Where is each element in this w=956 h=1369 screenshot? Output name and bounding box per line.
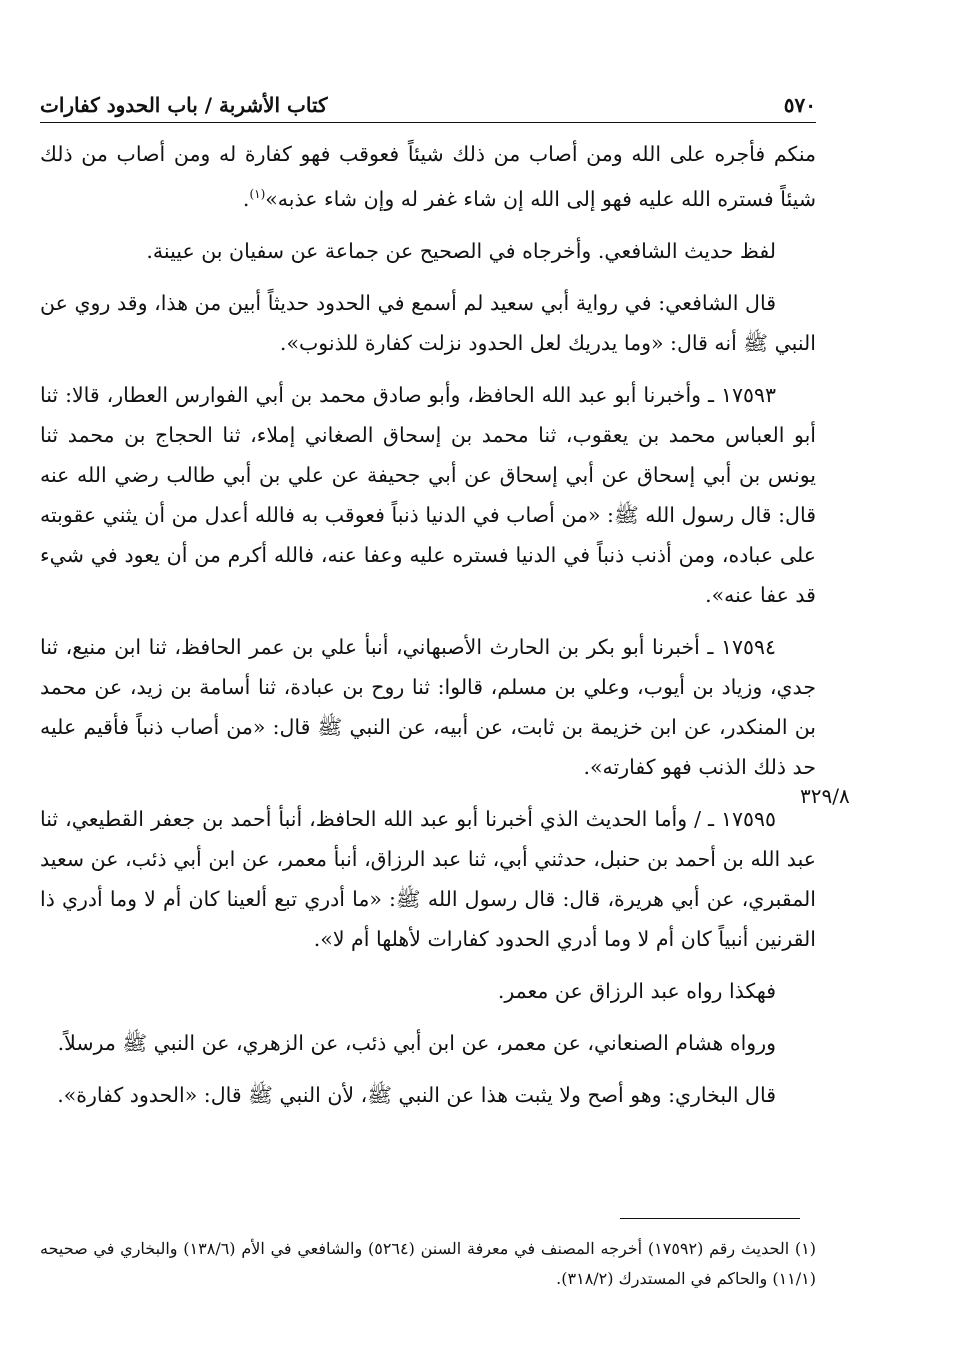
running-title: كتاب الأشربة / باب الحدود كفارات <box>40 93 328 117</box>
hadith-17594: ١٧٥٩٤ ـ أخبرنا أبو بكر بن الحارث الأصبهاني، أنبأ علي بن عمر الحافظ، ثنا ابن منيع، ثنا جدي، وزياد بن أيوب، وعلي بن مسلم، قالوا: ثنا روح بن عبادة، ثنا أسامة بن زيد، عن محمد بن المنكدر، عن ابن خزيمة بن ثابت، عن أبيه، عن النبي ﷺ قال: «من أصاب ذنباً فأقيم عليه حد ذلك الذنب فهو كفارته». <box>40 634 816 779</box>
paragraph: قال البخاري: وهو أصح ولا يثبت هذا عن النبي ﷺ، لأن النبي ﷺ قال: «الحدود كفارة». <box>57 1082 776 1107</box>
footnote-marker[interactable]: (١) <box>249 187 266 201</box>
hadith-17593: ١٧٥٩٣ ـ وأخبرنا أبو عبد الله الحافظ، وأبو صادق محمد بن أبي الفوارس العطار، قالا: ثنا أبو العباس محمد بن يعقوب، ثنا محمد بن إسحاق الصغاني إملاء، ثنا الحجاج بن محمد ثنا يونس بن أبي إسحاق عن أبي إسحاق عن أبي جحيفة عن علي بن أبي طالب رضي الله عنه قال: قال رسول الله ﷺ: «من أصاب في الدنيا ذنباً فعوقب به فالله أعدل من أن يثني عقوبته على عباده، ومن أذنب ذنباً في الدنيا فستره عليه وعفا عنه، فالله أكرم من أن يعود في شيء قد عفا عنه». <box>40 382 816 607</box>
paragraph-continuation: منكم فأجره على الله ومن أصاب من ذلك شيئاً فعوقب فهو كفارة له ومن أصاب من ذلك شيئاً فستره الله عليه فهو إلى الله إن شاء غفر له وإن شاء عذبه»$^{(١)}$. <box>40 142 816 211</box>
paragraph: لفظ حديث الشافعي. وأخرجاه في الصحيح عن جماعة عن سفيان بن عيينة. <box>146 238 776 263</box>
paragraph: ورواه هشام الصنعاني، عن معمر، عن ابن أبي ذئب، عن الزهري، عن النبي ﷺ مرسلاً. <box>57 1030 776 1055</box>
footnote-1: (١) الحديث رقم (١٧٥٩٢) أخرجه المصنف في معرفة السنن (٥٢٦٤) والشافعي في الأم (١٣٨/٦) والبخاري في صحيحه (١١/١) والحاكم في المستدرك (٣١٨/٢). <box>40 1239 816 1288</box>
margin-reference: ٣٢٩/٨ <box>800 784 850 808</box>
paragraph: قال الشافعي: في رواية أبي سعيد لم أسمع في الحدود حديثاً أبين من هذا، وقد روي عن النبي ﷺ أنه قال: «وما يدريك لعل الحدود نزلت كفارة للذنوب». <box>40 290 816 355</box>
main-text <box>40 134 816 1127</box>
footnote-divider <box>620 1218 800 1219</box>
page-header <box>40 82 816 123</box>
page-number: ٥٧٠ <box>783 93 816 117</box>
footnotes <box>40 1234 816 1294</box>
hadith-17595: ١٧٥٩٥ ـ / وأما الحديث الذي أخبرنا أبو عبد الله الحافظ، أنبأ أحمد بن جعفر القطيعي، ثنا عبد الله بن أحمد بن حنبل، حدثني أبي، ثنا عبد الرزاق، أنبأ معمر، عن ابن أبي ذئب، عن سعيد المقبري، عن أبي هريرة، قال: قال رسول الله ﷺ: «ما أدري تبع ألعينا كان أم لا وما أدري ذا القرنين أنبياً كان أم لا وما أدري الحدود كفارات لأهلها أم لا». <box>40 806 816 951</box>
paragraph: فهكذا رواه عبد الرزاق عن معمر. <box>497 978 776 1003</box>
